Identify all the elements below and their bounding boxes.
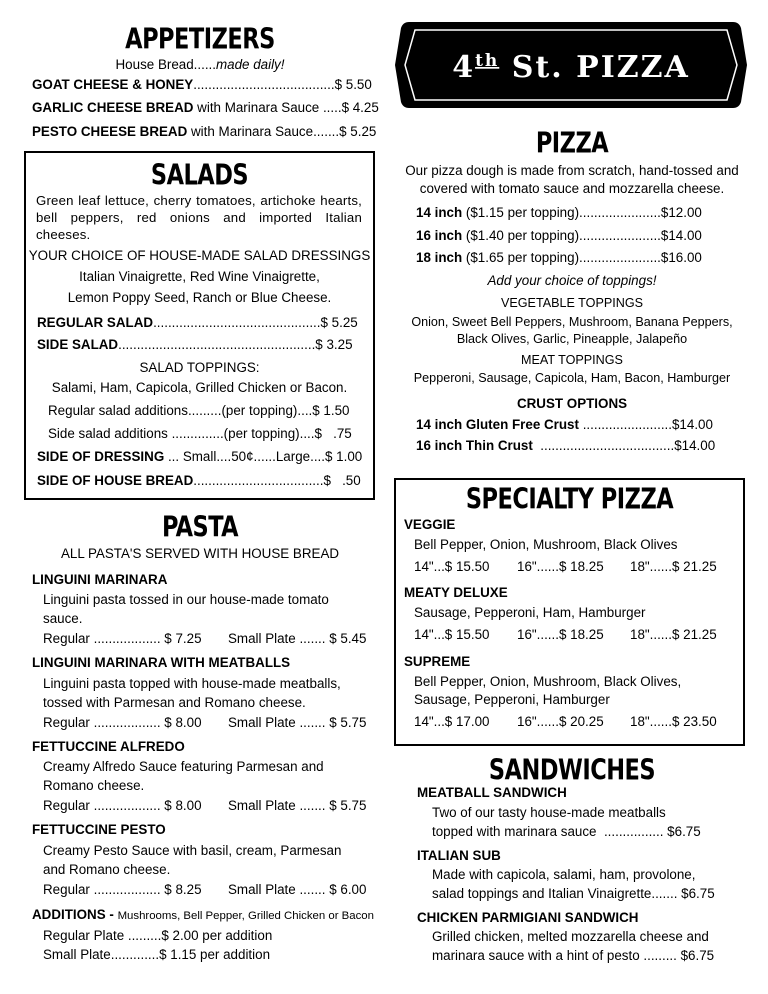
appetizer-item	[32, 78, 372, 91]
additions-label: ADDITIONS -	[32, 907, 118, 922]
salad-toppings-list: Salami, Ham, Capicola, Grilled Chicken or Bacon.	[51, 380, 348, 395]
specialty-price-16: 16"......$ 20.25	[517, 714, 604, 729]
side-house-bread-item	[37, 474, 361, 487]
specialty-desc: Bell Pepper, Onion, Mushroom, Black Olives	[414, 537, 678, 552]
meat-toppings-heading: MEAT TOPPINGS	[521, 353, 623, 367]
pizza-size: 16 inch	[416, 228, 463, 243]
pizza-size: 14 inch	[416, 205, 463, 220]
dressings-list: Italian Vinaigrette, Red Wine Vinaigrette,	[79, 269, 320, 284]
specialty-name: SUPREME	[404, 654, 471, 669]
specialty-desc: Sausage, Pepperoni, Ham, Hamburger	[414, 605, 646, 620]
additions-regular-price: Regular Plate .........$ 2.00 per addition	[43, 928, 273, 943]
pizza-size-item	[416, 229, 702, 242]
item-price: $ 5.25	[320, 315, 358, 330]
appetizer-price: $ 5.25	[339, 124, 377, 139]
specialty-price-16: 16"......$ 18.25	[517, 559, 604, 574]
pasta-desc: Creamy Alfredo Sauce featuring Parmesan and	[43, 759, 324, 774]
pasta-desc: Linguini pasta tossed in our house-made tomato	[43, 592, 329, 607]
appetizer-name: PESTO CHEESE BREAD	[32, 124, 188, 139]
pizza-topping-price: ($1.15 per topping)	[462, 205, 580, 220]
crust-price: $14.00	[671, 417, 713, 432]
pasta-desc: sauce.	[43, 611, 83, 626]
salads-title: SALADS	[150, 157, 249, 192]
pasta-small-price: Small Plate ....... $ 5.45	[228, 631, 367, 646]
crust-item	[416, 439, 715, 452]
dot-leader: ......................	[579, 205, 661, 220]
dot-leader: .............................................	[153, 315, 321, 330]
appetizer-price: $ 5.50	[334, 77, 372, 92]
side-salad-item	[37, 338, 353, 351]
sandwich-desc-price: marinara sauce with a hint of pesto ......... $6.75	[432, 948, 715, 963]
pizza-price: $16.00	[660, 250, 702, 265]
pasta-additions	[32, 908, 374, 922]
specialty-name: MEATY DELUXE	[404, 585, 508, 600]
sandwich-desc-price: salad toppings and Italian Vinaigrette....... $6.75	[432, 886, 715, 901]
specialty-name: VEGGIE	[404, 517, 456, 532]
crust-name: 16 inch Thin Crust	[416, 438, 533, 453]
dot-leader: ......................	[579, 228, 661, 243]
pasta-title: PASTA	[161, 509, 239, 544]
pasta-small-price: Small Plate ....... $ 6.00	[228, 882, 367, 897]
specialty-price-18: 18"......$ 21.25	[630, 627, 717, 642]
add-toppings-note: Add your choice of toppings!	[487, 273, 657, 288]
dot-leader: ...................................	[193, 473, 324, 488]
appetizer-desc: with Marinara Sauce	[187, 124, 314, 139]
item-unit: (per topping)	[221, 403, 298, 418]
house-bread-note: made daily!	[216, 57, 285, 72]
item-price: $ .75	[314, 426, 352, 441]
dot-leader: ..............	[167, 426, 224, 441]
pizza-logo	[395, 22, 747, 108]
vegetable-toppings-list: Onion, Sweet Bell Peppers, Mushroom, Banana Peppers,	[411, 315, 733, 329]
appetizers-title: APPETIZERS	[125, 21, 275, 56]
salads-description: Green leaf lettuce, cherry tomatoes, artichoke hearts, bell peppers, red onions and imported Italian cheeses.	[36, 193, 362, 242]
pasta-name: FETTUCCINE PESTO	[32, 822, 166, 837]
specialty-price-14: 14"...$ 15.50	[414, 559, 490, 574]
appetizer-item	[32, 125, 376, 138]
item-name: SIDE SALAD	[37, 337, 119, 352]
regular-salad-item	[37, 316, 358, 329]
sandwich-name: ITALIAN SUB	[417, 848, 501, 863]
sandwich-desc: Two of our tasty house-made meatballs	[432, 805, 666, 820]
appetizer-price: $ 4.25	[341, 100, 379, 115]
meat-toppings-list: Pepperoni, Sausage, Capicola, Ham, Bacon, Hamburger	[413, 371, 731, 385]
dot-leader: ......................	[579, 250, 661, 265]
pasta-desc: Linguini pasta topped with house-made meatballs,	[43, 676, 341, 691]
pasta-regular-price: Regular .................. $ 8.25	[43, 882, 202, 897]
pasta-desc: Creamy Pesto Sauce with basil, cream, Parmesan	[43, 843, 342, 858]
pizza-price: $14.00	[660, 228, 702, 243]
pasta-note: ALL PASTA'S SERVED WITH HOUSE BREAD	[60, 546, 340, 561]
appetizer-desc: with Marinara Sauce	[193, 100, 320, 115]
dot-leader: ....	[297, 403, 313, 418]
specialty-desc: Bell Pepper, Onion, Mushroom, Black Olives,	[414, 674, 682, 689]
pasta-desc: and Romano cheese.	[43, 862, 171, 877]
dressings-list: Lemon Poppy Seed, Ranch or Blue Cheese.	[67, 290, 332, 305]
pizza-title: PIZZA	[535, 125, 609, 160]
appetizer-name: GOAT CHEESE & HONEY	[32, 77, 194, 92]
dot-leader: .........	[187, 403, 222, 418]
sandwich-name: MEATBALL SANDWICH	[417, 785, 567, 800]
appetizer-name: GARLIC CHEESE BREAD	[32, 100, 194, 115]
sandwich-desc-price: topped with marinara sauce ................ $6.75	[432, 824, 701, 839]
pasta-regular-price: Regular .................. $ 8.00	[43, 798, 202, 813]
pasta-regular-price: Regular .................. $ 7.25	[43, 631, 202, 646]
crust-name: 14 inch Gluten Free Crust	[416, 417, 579, 432]
specialty-price-16: 16"......$ 18.25	[517, 627, 604, 642]
specialty-title: SPECIALTY PIZZA	[465, 481, 674, 516]
pasta-desc: Romano cheese.	[43, 778, 145, 793]
pizza-topping-price: ($1.65 per topping)	[462, 250, 580, 265]
item-unit: (per topping)	[223, 426, 300, 441]
item-name: Side salad additions	[48, 426, 168, 441]
dot-leader: ....	[299, 426, 315, 441]
dressings-heading: YOUR CHOICE OF HOUSE-MADE SALAD DRESSINGS	[28, 248, 371, 263]
crust-price: $14.00	[674, 438, 716, 453]
vegetable-toppings-heading: VEGETABLE TOPPINGS	[500, 296, 644, 310]
side-salad-additions	[48, 427, 352, 440]
specialty-price-14: 14"...$ 15.50	[414, 627, 490, 642]
pasta-small-price: Small Plate ....... $ 5.75	[228, 715, 367, 730]
dot-leader: .....	[319, 100, 342, 115]
pizza-size: 18 inch	[416, 250, 463, 265]
pizza-topping-price: ($1.40 per topping)	[462, 228, 580, 243]
appetizer-item	[32, 101, 379, 114]
logo-text: 4th St. PIZZA	[452, 50, 690, 85]
regular-salad-additions	[48, 404, 350, 417]
crust-item	[416, 418, 713, 431]
sandwich-name: CHICKEN PARMIGIANI SANDWICH	[417, 910, 639, 925]
specialty-desc: Sausage, Pepperoni, Hamburger	[414, 692, 610, 707]
dot-leader: ........................	[578, 417, 672, 432]
item-name: SIDE OF DRESSING	[37, 449, 165, 464]
item-price: $ 3.25	[315, 337, 353, 352]
additions-small-price: Small Plate.............$ 1.15 per addition	[43, 947, 271, 962]
pizza-description: covered with tomato sauce and mozzarella cheese.	[419, 181, 725, 196]
pizza-size-item	[416, 251, 702, 264]
pizza-size-item	[416, 206, 702, 219]
vegetable-toppings-list: Black Olives, Garlic, Pineapple, Jalapeño	[456, 332, 688, 346]
pasta-name: LINGUINI MARINARA	[32, 572, 168, 587]
dot-leader: .....................................................	[118, 337, 316, 352]
additions-list: Mushrooms, Bell Pepper, Grilled Chicken or Bacon	[117, 910, 374, 922]
pasta-name: FETTUCCINE ALFREDO	[32, 739, 185, 754]
salad-toppings-heading: SALAD TOPPINGS:	[139, 360, 260, 375]
dot-leader: ......................................	[193, 77, 335, 92]
pasta-name: LINGUINI MARINARA WITH MEATBALLS	[32, 655, 291, 670]
pasta-small-price: Small Plate ....... $ 5.75	[228, 798, 367, 813]
dot-leader: ....................................	[532, 438, 675, 453]
sandwich-desc: Made with capicola, salami, ham, provolone,	[432, 867, 696, 882]
item-price: $ .50	[323, 473, 361, 488]
specialty-price-18: 18"......$ 23.50	[630, 714, 717, 729]
item-options: ... Small....50¢......Large....	[164, 449, 325, 464]
dot-leader: .......	[313, 124, 340, 139]
item-name: SIDE OF HOUSE BREAD	[37, 473, 194, 488]
pasta-desc: tossed with Parmesan and Romano cheese.	[43, 695, 306, 710]
item-price: $ 1.00	[325, 449, 363, 464]
item-price: $ 1.50	[312, 403, 350, 418]
item-name: Regular salad additions	[48, 403, 188, 418]
pizza-price: $12.00	[660, 205, 702, 220]
specialty-price-14: 14"...$ 17.00	[414, 714, 490, 729]
sandwich-desc: Grilled chicken, melted mozzarella cheese and	[432, 929, 709, 944]
crust-options-heading: CRUST OPTIONS	[516, 396, 628, 411]
pizza-description: Our pizza dough is made from scratch, hand-tossed and	[405, 163, 739, 178]
house-bread-label: House Bread......	[115, 57, 216, 72]
sandwiches-title: SANDWICHES	[488, 752, 656, 787]
house-bread-line	[20, 58, 380, 71]
specialty-price-18: 18"......$ 21.25	[630, 559, 717, 574]
pasta-regular-price: Regular .................. $ 8.00	[43, 715, 202, 730]
side-dressing-item	[37, 450, 362, 463]
item-name: REGULAR SALAD	[37, 315, 154, 330]
